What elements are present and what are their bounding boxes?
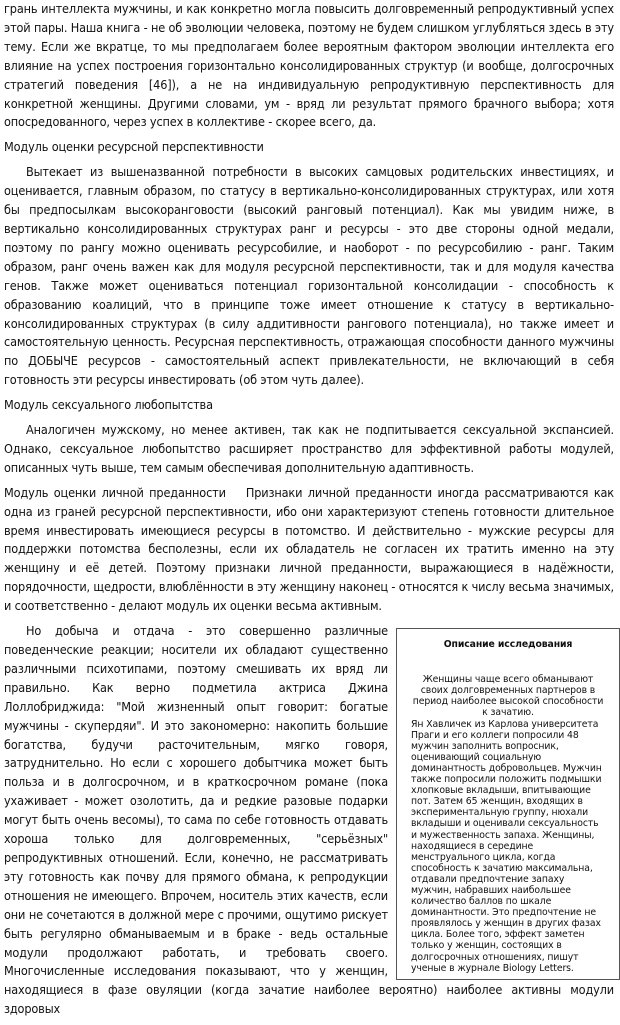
heading-personal-devotion: Модуль оценки личной преданности — [4, 484, 226, 500]
paragraph-personal-devotion-text: Признаки личной преданности иногда рассматриваются как одна из граней ресурсной перспективности, ибо они характеризуют степень готовности длительное время инвестировать имеющиеся ресурсы в потомство. И действительно - мужские ресурсы для поддержки потомства бесполезны, если их обладатель не согласен их тратить именно на эту женщину и её детей. Поэтому признаки личной преданности, выражающиеся в надёжности, порядочности, щедрости, влюблённости в эту женщину наконец - относятся к числу весьма значимых, и соответственно - делают модуль их оценки весьма активным. — [4, 484, 615, 614]
heading-resource-perspective: Модуль оценки ресурсной перспективности — [4, 139, 264, 155]
study-box-title: Описание исследования — [443, 639, 573, 651]
paragraph-resource-perspective: Вытекает из вышеназванной потребности в высоких самцовых родительских инвестициях, и оценивается, главным образом, по статусу в вертикально-консолидированных структурах, или хотя бы предпосылкам высокоранговости (высокий ранговый потенциал). Как мы увидим ниже, в вертикально консолидированных структурах ранг и ресурсы - это две стороны одной медали, поэтому по рангу можно оценивать ресурсобилие, и наоборот - по ресурсобилию - ранг. Таким образом, ранг очень важен как для модуля ресурсной перспективности, так и для модуля качества генов. Также может оцениваться потенциал горизонтальной консолидации - способность к образованию коалиций, что в принципе тоже имеет отношение к статусу в вертикально-консолидированных структурах (в силу аддитивности рангового потенциала), но также имеет и самостоятельную ценность. Ресурсная перспективность, отражающая способности данного мужчины по ДОБЫЧЕ ресурсов - самостоятельный аспект привлекательности, не включающий в себя готовность эти ресурсы инвестировать (об этом чуть далее). — [4, 164, 614, 388]
study-description-box — [396, 628, 620, 980]
study-box-details: Ян Хавличек из Карлова университета Праги и его коллеги попросили 48 мужчин заполнить вопросник, оценивающий социальную доминантность добровольцев. Мужчин также попросили положить подмышки хлопковые вкладыши, впитывающие пот. Затем 65 женщин, входящих в экспериментальную группу, нюхали вкладыши и оценивали сексуальность и мужественность запаха. Женщины, находящиеся в середине менструального цикла, когда способность к зачатию максимальна, отдавали предпочтение запаху мужчин, набравших наибольшее количество баллов по шкале доминантности. Это предпочтение не проявлялось у женщин в других фазах цикла. Более того, эффект заметен только у женщин, состоящих в долгосрочных отношениях, пишут ученые в журнале Biology Letters. — [411, 718, 602, 974]
paragraph-getting-and-giving: Но добыча и отдача - это совершенно различные поведенческие реакции; носители их обладают существенно различными психотипами, поэтому смешивать их вряд ли правильно. Как верно подметила актриса Джина Лоллобриджида: "Мой жизненный опыт говорит: богатые мужчины - скупердяи". И это закономерно: накопить большие богатства, будучи расточительным, мягко говоря, затруднительно. Но если с хорошего добытчика может быть польза и в долгосрочном, и в краткосрочном романе (пока ухаживает - может озолотить, да и редкие разовые подарки могут быть очень весомы), то сама по себе готовность отдавать хороша только для долговременных, "серьёзных" репродуктивных отношений. Если, конечно, не рассматривать эту готовность как почву для прямого обмана, к репродукции отношения не имеющего. Впрочем, носитель этих качеств, если они не сочетаются в должной мере с прочими, ощутимо рискует быть регулярно обманываемым и в браке - ведь остальные модули продолжают работать, и требовать своего. Многочисленные исследования показывают, что у женщин, находящиеся в фазе овуляции (когда зачатие наиболее вероятно) наиболее активны модули здоровых — [4, 623, 614, 1017]
paragraph-personal-devotion — [4, 484, 614, 616]
paragraph-intelligence-evolution: грань интеллекта мужчины, и как конкретно могла повысить долговременный репродуктивный успех этой пары. Наша книга - не об эволюции человека, поэтому не будем слишком углубляться здесь в эту тему. Если же вкратце, то мы предполагаем более вероятным фактором эволюции интеллекта его влияние на успех построения горизонтально консолидированных структур (и вообще, долгосрочных стратегий поведения [46]), а не на индивидуальную репродуктивную перспективность для конкретной женщины. Другими словами, ум - вряд ли результат прямого брачного выбора; хотя опосредованного, через успех в коллективе - скорее всего, да. — [4, 1, 614, 130]
study-box-summary: Женщины чаще всего обманывают своих долговременных партнеров в период наиболее высокой способности к зачатию. — [412, 674, 604, 719]
heading-sexual-curiosity: Модуль сексуального любопытства — [4, 397, 213, 413]
paragraph-sexual-curiosity: Аналогичен мужскому, но менее активен, так как не подпитывается сексуальной экспансией. Однако, сексуальное любопытство расширяет пространство для эффективной работы модулей, описанных чуть выше, тем самым обеспечивая дополнительную адаптивность. — [4, 422, 614, 475]
book-page — [4, 0, 614, 1025]
